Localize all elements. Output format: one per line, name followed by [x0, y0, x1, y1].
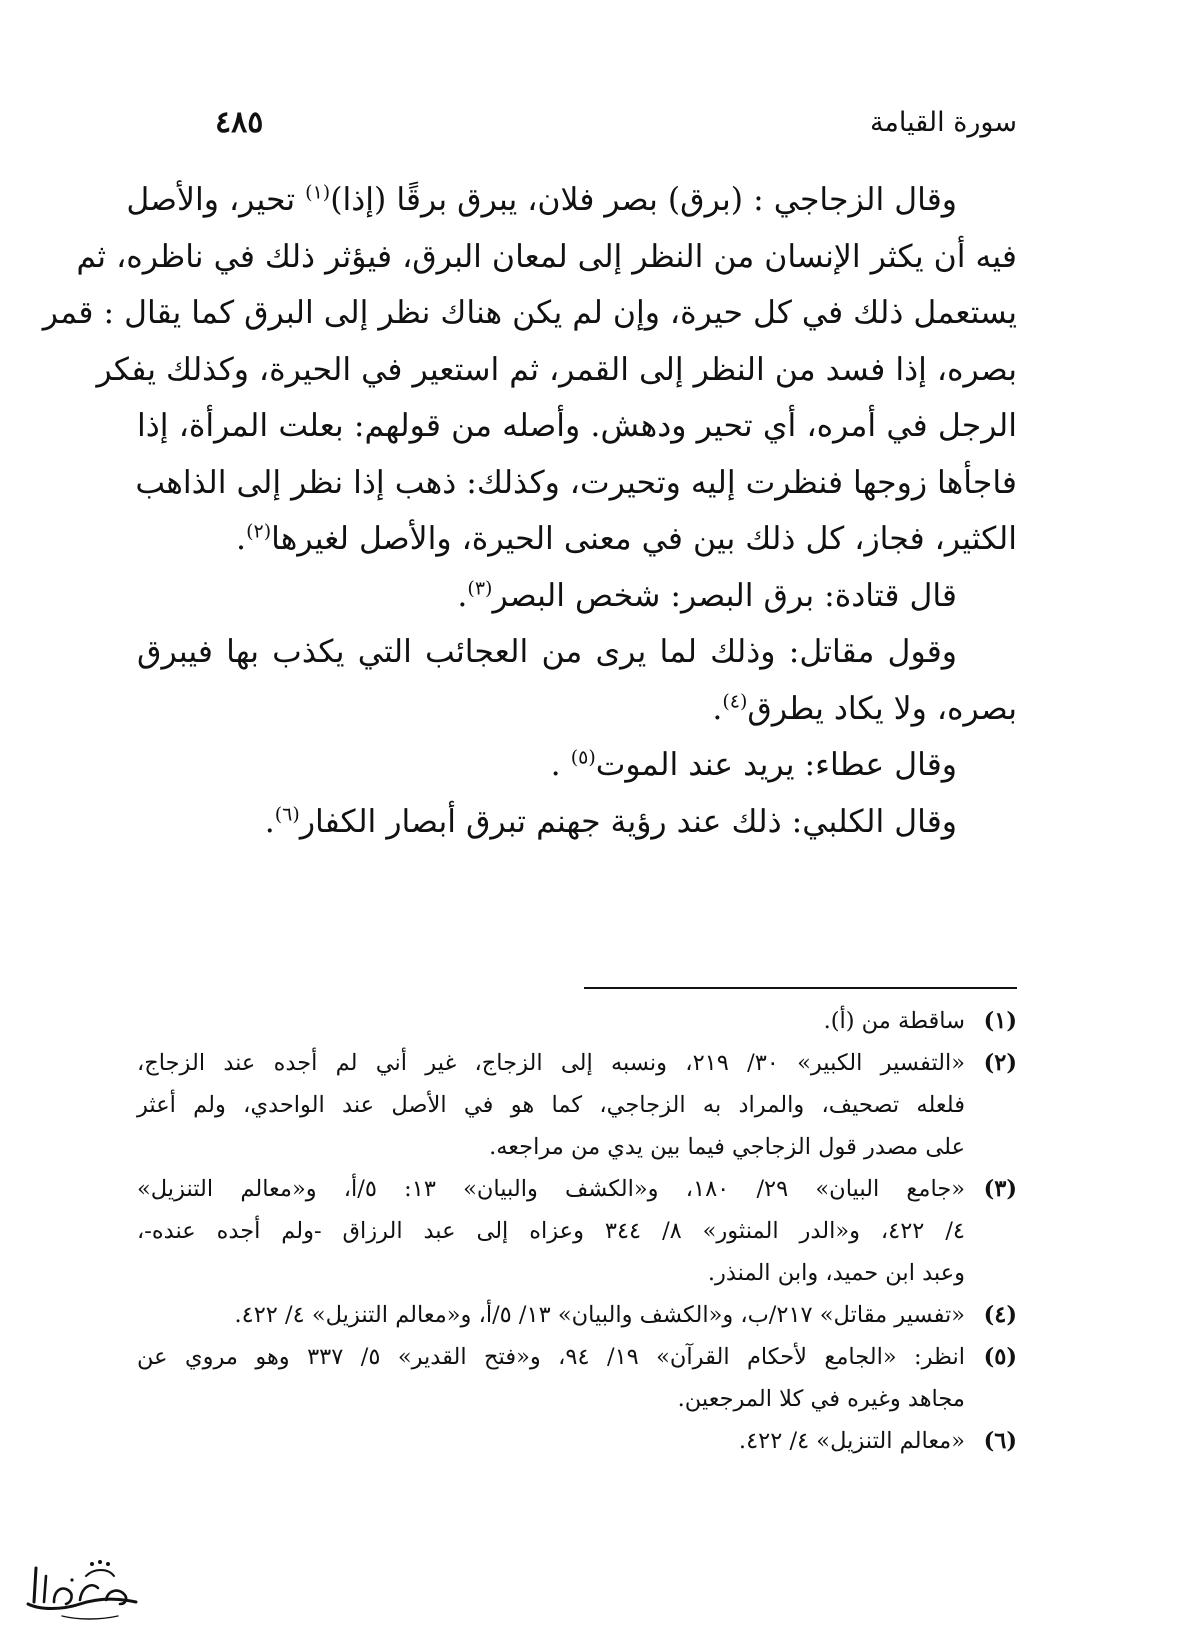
paragraph-ata — [137, 737, 1017, 794]
footnote-2 — [137, 1042, 1017, 1168]
main-text — [42, 172, 1017, 850]
text-line: وقول مقاتل: وذلك لما يرى من العجائب التي يكذب بها فيبرق — [137, 634, 957, 670]
text-line: بصره، إذا فسد من النظر إلى القمر، ثم استعير في الحيرة، وكذلك يفكر — [96, 351, 1017, 388]
text-line: وقال الزجاجي : (برق) بصر فلان، يبرق برقًا (إذا)$^{(١)}$ تحير، والأصل — [126, 181, 957, 218]
footnote-line: مجاهد وغيره في كلا المرجعين. — [677, 1386, 965, 1412]
paragraph-kalbi — [137, 794, 1017, 851]
paragraph-qatada — [137, 568, 1017, 625]
footnote-line: «تفسير مقاتل» ٢١٧/ب، و«الكشف والبيان» ١٣/ ٥/أ، و«معالم التنزيل» ٤/ ٤٢٢. — [234, 1302, 965, 1328]
text-line: الرجل في أمره، أي تحير ودهش. وأصله من قولهم: بعلت المرأة، إذا — [137, 408, 1017, 444]
text-line: وقال الكلبي: ذلك عند رؤية جهنم تبرق أبصار الكفار$^{(٦)}$. — [264, 803, 957, 840]
footnotes — [137, 1000, 1017, 1462]
footnote-line: انظر: «الجامع لأحكام القرآن» ١٩/ ٩٤، و«فتح القدير» ٥/ ٣٣٧ وهو مروي عن — [137, 1344, 966, 1370]
footnote-line: «التفسير الكبير» ٣٠/ ٢١٩، ونسبه إلى الزجاج، غير أني لم أجده عند الزجاج، — [137, 1050, 966, 1076]
footnote-ref[interactable]: (٣) — [467, 577, 493, 599]
text-line: فيه أن يكثر الإنسان من النظر إلى لمعان البرق، فيؤثر ذلك في ناظره، ثم — [76, 238, 1017, 275]
page-number: ٤٨٥ — [215, 104, 264, 140]
footnote-3 — [137, 1168, 1017, 1294]
footnote-line: «جامع البيان» ٢٩/ ١٨٠، و«الكشف والبيان» ١٣: ٥/أ، و«معالم التنزيل» — [137, 1176, 965, 1202]
footnote-6 — [137, 1420, 1017, 1462]
text-line: يستعمل ذلك في كل حيرة، وإن لم يكن هناك نظر إلى البرق كما يقال : قمر — [42, 295, 1017, 331]
footnote-1 — [137, 1000, 1017, 1042]
running-title: سورة القيامة — [869, 106, 1017, 138]
footnote-line: على مصدر قول الزجاجي فيما بين يدي من مراجعه. — [489, 1134, 965, 1160]
footnote-line: وعبد ابن حميد، وابن المنذر. — [707, 1260, 965, 1286]
page-header — [215, 98, 1017, 146]
footnote-ref[interactable]: (٢) — [246, 520, 272, 543]
paragraph-zajjaji — [42, 172, 1017, 568]
footnote-ref[interactable]: (٦) — [274, 803, 300, 825]
footnote-ref[interactable]: (١) — [305, 181, 331, 204]
footnote-number: (٥) — [983, 1344, 1017, 1370]
text-line: وقال عطاء: يريد عند الموت$^{(٥)}$ . — [550, 746, 957, 783]
footnote-ref[interactable]: (٤) — [722, 690, 748, 712]
calligraphy-logo-icon — [22, 1546, 142, 1626]
footnote-number: (٦) — [983, 1428, 1017, 1454]
text-line: قال قتادة: برق البصر: شخص البصر$^{(٣)}$. — [457, 577, 957, 614]
footnote-line: ساقطة من (أ). — [823, 1008, 965, 1034]
footnote-divider — [584, 987, 1017, 989]
text-line: بصره، ولا يكاد يطرق$^{(٤)}$. — [712, 690, 1017, 727]
footnote-line: «معالم التنزيل» ٤/ ٤٢٢. — [738, 1428, 965, 1454]
footnote-ref[interactable]: (٥) — [570, 746, 596, 769]
footnote-number: (٢) — [983, 1050, 1017, 1076]
text-line: فاجأها زوجها فنظرت إليه وتحيرت، وكذلك: ذهب إذا نظر إلى الذاهب — [135, 464, 1017, 501]
footnote-number: (١) — [983, 1008, 1017, 1034]
footnote-number: (٣) — [983, 1176, 1017, 1202]
text-line: الكثير، فجاز، كل ذلك بين في معنى الحيرة، والأصل لغيرها$^{(٢)}$. — [236, 520, 1017, 557]
footnote-line: ٤/ ٤٢٢، و«الدر المنثور» ٨/ ٣٤٤ وعزاه إلى عبد الرزاق -ولم أجده عنده-، — [137, 1218, 965, 1244]
footnote-number: (٤) — [983, 1302, 1017, 1328]
footnote-line: فلعله تصحيف، والمراد به الزجاجي، كما هو في الأصل عند الواحدي، ولم أعثر — [137, 1092, 965, 1118]
footnote-4 — [137, 1294, 1017, 1336]
footnote-5 — [137, 1336, 1017, 1420]
paragraph-muqatil — [137, 624, 1017, 737]
